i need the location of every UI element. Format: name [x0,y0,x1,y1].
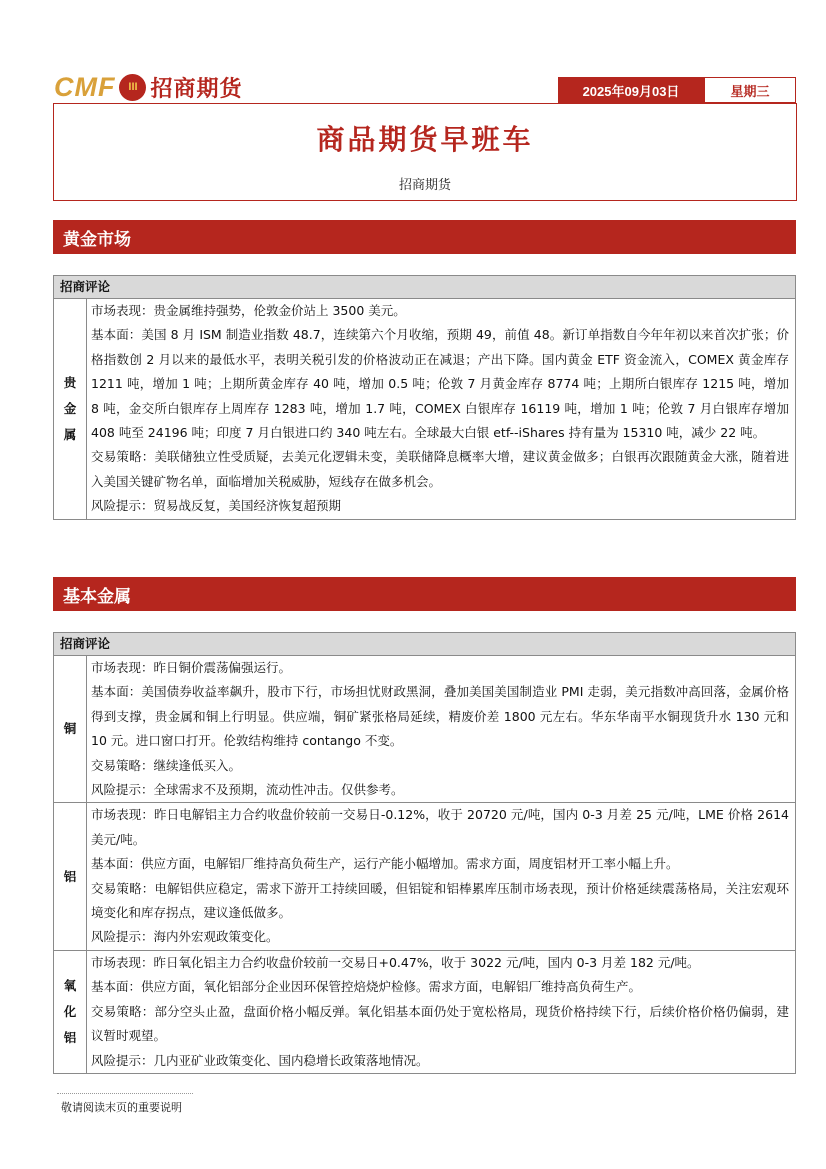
table-row [54,299,796,520]
trading-strategy-text: 交易策略：美联储独立性受质疑，去美元化逻辑未变，美联储降息概率大增，建议黄金做多；白银再次跟随黄金大涨，随着进入美国关键矿物名单，面临增加关税威胁，短线存在做多机会。 [91,449,789,489]
table-row [54,950,796,1073]
gold-comment-table [53,275,796,520]
comment-label: 招商评论 [54,276,796,299]
market-performance-text: 市场表现：昨日铜价震荡偏强运行。 [91,660,292,675]
category-alumina: 氧化铝 [54,950,87,1073]
section-heading-base-metals: 基本金属 [53,577,796,611]
market-performance-text: 市场表现：昨日氧化铝主力合约收盘价较前一交易日+0.47%，收于 3022 元/吨，国内 0-3 月差 182 元/吨。 [91,954,700,970]
logo-latin-text: CMF [54,71,116,102]
report-date: 2025年09月03日 [558,77,704,103]
logo-chinese-text: 招商期货 [150,76,243,102]
market-performance-text: 市场表现：贵金属维持强势，伦敦金价站上 3500 美元。 [91,303,406,318]
risk-warning-text: 风险提示：几内亚矿业政策变化、国内稳增长政策落地情况。 [91,1052,429,1068]
trading-strategy-text: 交易策略：继续逢低买入。 [91,757,242,773]
fundamentals-text: 基本面：供应方面，氧化铝部分企业因环保管控焙烧炉检修。需求方面，电解铝厂维持高负荷生产。 [91,979,642,995]
section-heading-gold: 黄金市场 [53,220,796,254]
risk-warning-text: 风险提示：海内外宏观政策变化。 [91,929,279,945]
comment-label: 招商评论 [54,633,796,656]
trading-strategy-text: 交易策略：电解铝供应稳定，需求下游开工持续回暖，但铝锭和铝棒累库压制市场表现，预计价格延续震荡格局，关注宏观环境变化和库存拐点，建议逢低做多。 [91,880,789,921]
category-precious-metals: 贵金属 [54,299,87,520]
disclaimer-note: 敬请阅读末页的重要说明 [61,1101,182,1114]
fundamentals-text: 基本面：美国 8 月 ISM 制造业指数 48.7，连续第六个月收缩，预期 49，前值 48。新订单指数自今年年初以来首次扩张；价格指数创 2 月以来的最低水平，表明关税引发的价格波动正在减退；产出下降。国内黄金 ETF 资金流入，COMEX 黄金库存 1211 吨，增加 1 吨；上期所黄金库存 40 吨，增加 0.5 吨；伦敦 7 月黄金库存 8774 吨；上期所白银库存 1215 吨，增加 8 吨，金交所白银库存上周库存 1283 吨，增加 1.7 吨，COMEX 白银库存 16119 吨，增加 1 吨；伦敦 7 月白银库存增加 408 吨至 24196 吨；印度 7 月白银进口约 340 吨左右。全球最大白银 etf--iShares 持有量为 15310 吨，减少 22 吨。 [91,327,789,441]
row-content [87,803,796,950]
risk-warning-text: 风险提示：贸易战反复，美国经济恢复超预期 [91,498,342,514]
footer-divider [57,1093,193,1094]
risk-warning-text: 风险提示：全球需求不及预期，流动性冲击。仅供参考。 [91,782,404,798]
fundamentals-text: 基本面：供应方面，电解铝厂维持高负荷生产，运行产能小幅增加。需求方面，周度铝材开工率小幅上升。 [91,856,679,872]
trading-strategy-text: 交易策略：部分空头止盈，盘面价格小幅反弹。氧化铝基本面仍处于宽松格局，现货价格持续下行，后续价格价格仍偏弱，建议暂时观望。 [91,1003,789,1044]
report-title: 商品期货早班车 [316,123,534,156]
market-performance-text: 市场表现：昨日电解铝主力合约收盘价较前一交易日-0.12%，收于 20720 元/吨，国内 0-3 月差 25 元/吨，LME 价格 2614 美元/吨。 [91,807,789,847]
row-content [87,656,796,803]
category-aluminum: 铝 [54,803,87,950]
report-weekday: 星期三 [704,77,796,103]
company-logo [54,70,243,104]
row-content [87,299,796,520]
table-row [54,656,796,803]
logo-emblem-icon: III [119,74,146,101]
fundamentals-text: 基本面：美国债券收益率飙升，股市下行，市场担忧财政黑洞，叠加美国美国制造业 PMI 走弱，美元指数冲高回落，金属价格得到支撑，贵金属和铜上行明显。供应端，铜矿紧张格局延续，精废价差 1800 元左右。华东华南平水铜现货升水 130 元和 10 元。进口窗口打开。伦敦结构维持 contango 不变。 [91,684,789,749]
title-block [53,103,797,201]
report-subtitle: 招商期货 [398,178,451,193]
row-content [87,950,796,1073]
base-metals-comment-table [53,632,796,1074]
table-row [54,803,796,950]
category-copper: 铜 [54,656,87,803]
